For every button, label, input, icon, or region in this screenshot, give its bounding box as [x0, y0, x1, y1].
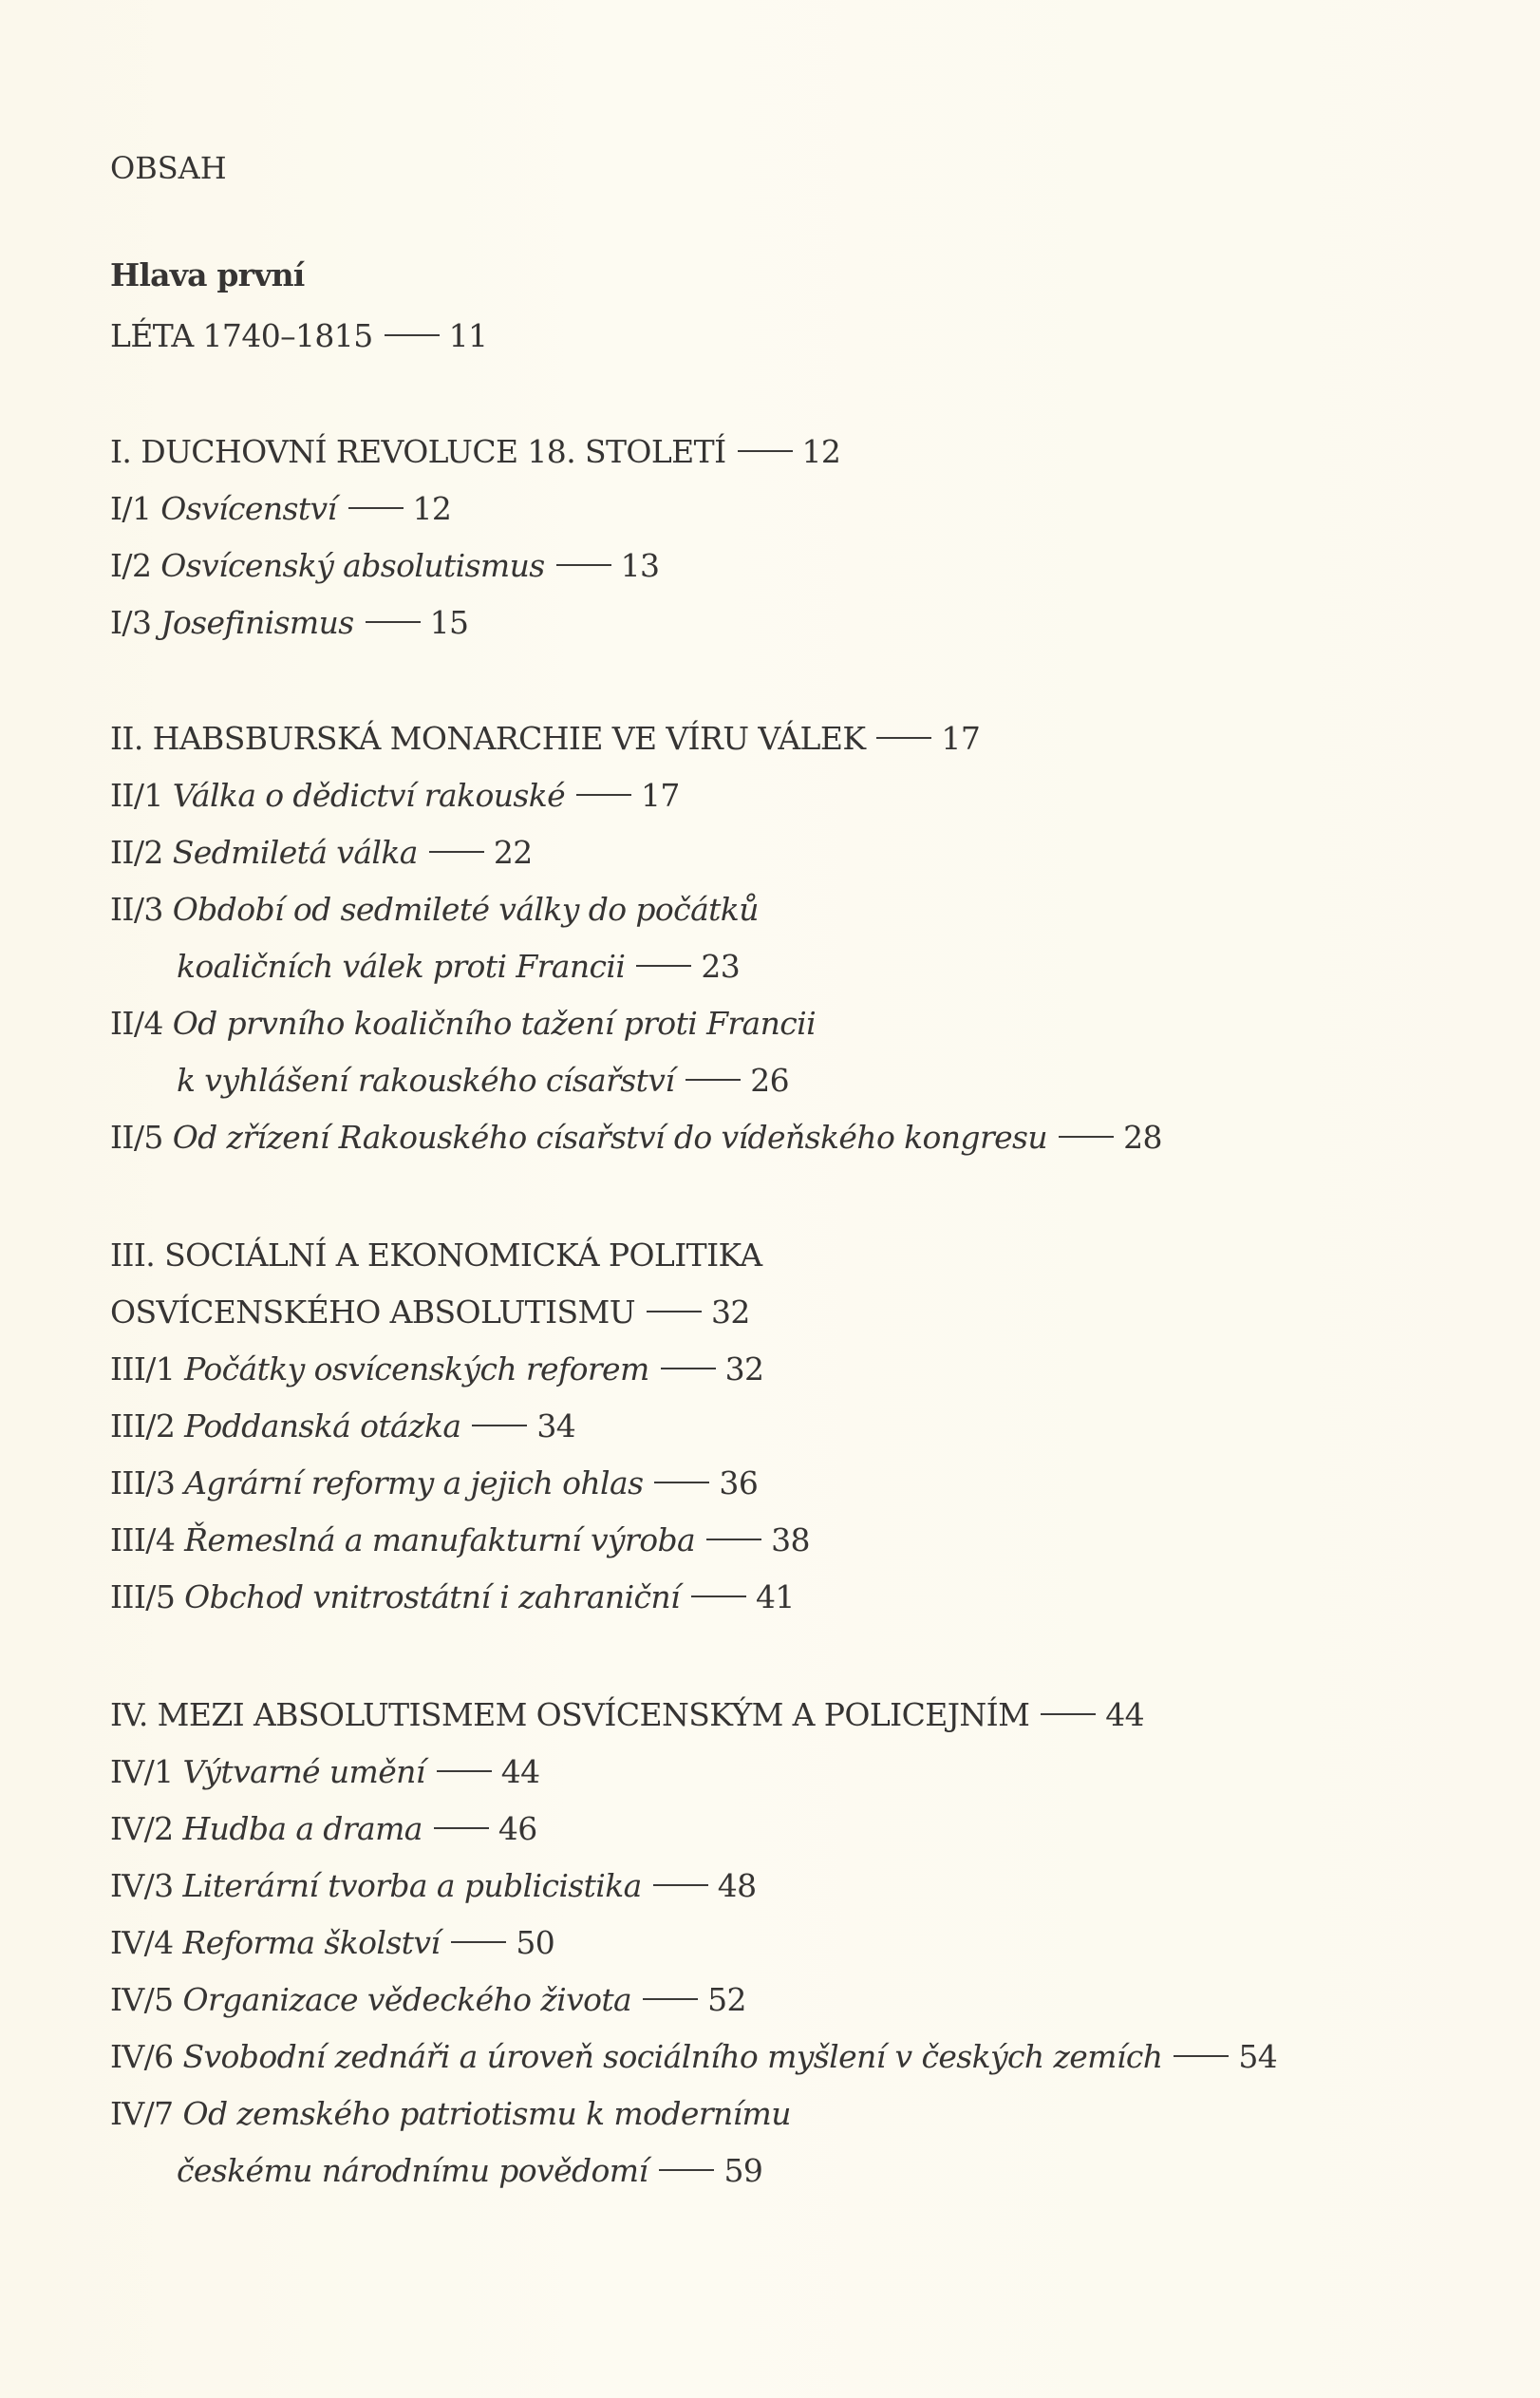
- leader-dash: [636, 965, 691, 967]
- leader-dash: [659, 2169, 714, 2171]
- section-number: IV/2: [110, 1810, 174, 1847]
- toc-entry[interactable]: [110, 834, 533, 872]
- section-number: I/3: [110, 604, 152, 641]
- section-title: Od zřízení Rakouského císařství do vídeňského kongresu: [172, 1119, 1048, 1156]
- page-number: 50: [516, 1924, 555, 1961]
- leader-dash: [643, 1998, 698, 2000]
- toc-entry[interactable]: [110, 1753, 540, 1791]
- leader-dash: [472, 1425, 527, 1426]
- leader-dash: [738, 450, 793, 452]
- leader-dash: [661, 1368, 716, 1369]
- leader-dash: [556, 564, 611, 566]
- section-title: Hudba a drama: [182, 1810, 423, 1847]
- page-number: 12: [801, 433, 841, 470]
- section-number: II/2: [110, 834, 163, 871]
- toc-entry-continuation[interactable]: [110, 2152, 762, 2190]
- part-title: LÉTA 1740–1815: [110, 317, 373, 354]
- section-title: Josefinismus: [160, 604, 354, 641]
- toc-entry[interactable]: [110, 604, 468, 642]
- section-number: II/4: [110, 1005, 163, 1042]
- toc-entry[interactable]: [110, 1867, 757, 1905]
- chapter-title: IV. MEZI ABSOLUTISMEM OSVÍCENSKÝM A POLICEJNÍM: [110, 1696, 1030, 1733]
- section-number: IV/6: [110, 2038, 174, 2075]
- section-number: III/1: [110, 1350, 176, 1388]
- leader-dash: [1174, 2055, 1229, 2057]
- section-title: Reforma školství: [182, 1924, 441, 1961]
- section-title: Výtvarné umění: [182, 1753, 425, 1790]
- section-number: IV/3: [110, 1867, 174, 1904]
- section-title: Obchod vnitrostátní i zahraniční: [184, 1578, 681, 1615]
- section-number: IV/7: [110, 2095, 174, 2132]
- page-number: 52: [707, 1981, 746, 2018]
- contents-title: OBSAH: [110, 150, 227, 186]
- leader-dash: [366, 621, 421, 623]
- toc-entry[interactable]: [110, 1464, 758, 1502]
- leader-dash: [385, 334, 440, 336]
- page-number: 13: [620, 547, 660, 584]
- section-title-continuation: koaličních válek proti Francii: [177, 948, 626, 985]
- leader-dash: [706, 1539, 761, 1540]
- leader-dash: [429, 851, 484, 853]
- leader-dash: [451, 1941, 506, 1943]
- page-number: 23: [701, 948, 741, 985]
- section-title: Poddanská otázka: [184, 1407, 461, 1444]
- toc-entry[interactable]: [110, 1578, 795, 1616]
- page-number: 17: [941, 720, 981, 757]
- leader-dash: [434, 1827, 489, 1829]
- section-title-continuation: českému národnímu povědomí: [177, 2152, 648, 2189]
- chapter-heading[interactable]: [110, 1237, 761, 1275]
- section-number: II/5: [110, 1119, 163, 1156]
- toc-entry[interactable]: [110, 1981, 746, 2019]
- toc-entry[interactable]: [110, 777, 680, 815]
- section-title: Řemeslná a manufakturní výroba: [184, 1521, 696, 1558]
- part-title-entry[interactable]: [110, 317, 487, 355]
- toc-entry[interactable]: [110, 1521, 810, 1559]
- page-number: 26: [750, 1062, 790, 1099]
- toc-entry[interactable]: [110, 1119, 1162, 1157]
- leader-dash: [1059, 1136, 1114, 1138]
- section-title-continuation: k vyhlášení rakouského císařství: [177, 1062, 675, 1099]
- section-title: Od prvního koaličního tažení proti Francii: [172, 1005, 817, 1042]
- toc-entry[interactable]: [110, 490, 451, 528]
- page-number: 36: [719, 1464, 759, 1501]
- section-number: II/3: [110, 891, 163, 928]
- section-title: Počátky osvícenských reforem: [184, 1350, 649, 1388]
- section-number: I/1: [110, 490, 152, 527]
- toc-entry[interactable]: [110, 1810, 537, 1848]
- toc-entry[interactable]: [110, 547, 659, 585]
- leader-dash: [576, 794, 631, 796]
- section-number: I/2: [110, 547, 152, 584]
- page-number: 38: [771, 1521, 810, 1558]
- section-title: Organizace vědeckého života: [182, 1981, 632, 2018]
- section-title: Období od sedmileté války do počátků: [172, 891, 759, 928]
- toc-entry[interactable]: [110, 1924, 554, 1962]
- toc-entry[interactable]: [110, 1407, 575, 1445]
- toc-entry[interactable]: [110, 891, 759, 929]
- page-number: 32: [710, 1293, 750, 1331]
- page-number: 54: [1238, 2038, 1278, 2075]
- section-number: III/2: [110, 1407, 176, 1444]
- section-title: Svobodní zednáři a úroveň sociálního myšlení v českých zemích: [182, 2038, 1163, 2075]
- chapter-heading[interactable]: [110, 720, 980, 758]
- section-number: III/5: [110, 1578, 176, 1615]
- page-number: 44: [1105, 1696, 1145, 1733]
- page-number: 48: [717, 1867, 757, 1904]
- leader-dash: [647, 1311, 702, 1312]
- leader-dash: [1041, 1713, 1096, 1715]
- page-number: 34: [536, 1407, 576, 1444]
- chapter-title: I. DUCHOVNÍ REVOLUCE 18. STOLETÍ: [110, 433, 726, 470]
- page-number: 17: [641, 777, 680, 814]
- section-number: IV/4: [110, 1924, 174, 1961]
- toc-entry[interactable]: [110, 2095, 791, 2133]
- chapter-title: III. SOCIÁLNÍ A EKONOMICKÁ POLITIKA: [110, 1237, 762, 1274]
- section-title: Válka o dědictví rakouské: [172, 777, 566, 814]
- section-number: II/1: [110, 777, 163, 814]
- part-label: Hlava první: [110, 256, 305, 293]
- section-number: III/3: [110, 1464, 176, 1501]
- page-number: 28: [1123, 1119, 1162, 1156]
- page-number: 15: [429, 604, 469, 641]
- chapter-title: II. HABSBURSKÁ MONARCHIE VE VÍRU VÁLEK: [110, 720, 866, 757]
- leader-dash: [654, 1482, 709, 1483]
- toc-entry[interactable]: [110, 1350, 763, 1388]
- page-number: 41: [756, 1578, 795, 1615]
- page-number: 59: [723, 2152, 763, 2189]
- section-number: III/4: [110, 1521, 176, 1558]
- page-number: 46: [498, 1810, 537, 1847]
- leader-dash: [876, 737, 931, 739]
- section-number: IV/5: [110, 1981, 174, 2018]
- section-title: Osvícenský absolutismus: [160, 547, 545, 584]
- section-title: Sedmiletá válka: [172, 834, 418, 871]
- page-number: 12: [412, 490, 452, 527]
- page-number: 32: [724, 1350, 764, 1388]
- section-title: Od zemského patriotismu k modernímu: [182, 2095, 791, 2132]
- section-title: Osvícenství: [160, 490, 337, 527]
- leader-dash: [685, 1079, 741, 1081]
- leader-dash: [437, 1770, 492, 1772]
- toc-entry-continuation[interactable]: [110, 948, 740, 986]
- section-title: Literární tvorba a publicistika: [182, 1867, 642, 1904]
- toc-entry[interactable]: [110, 1005, 816, 1043]
- toc-entry[interactable]: [110, 2038, 1277, 2076]
- leader-dash: [348, 507, 404, 509]
- toc-entry-continuation[interactable]: [110, 1062, 789, 1100]
- page-number: 11: [448, 317, 488, 354]
- leader-dash: [691, 1596, 746, 1597]
- leader-dash: [653, 1884, 708, 1886]
- chapter-heading-continuation[interactable]: [110, 1293, 750, 1331]
- chapter-title-continuation: OSVÍCENSKÉHO ABSOLUTISMU: [110, 1293, 635, 1331]
- page-number: 44: [500, 1753, 540, 1790]
- section-number: IV/1: [110, 1753, 174, 1790]
- chapter-heading[interactable]: [110, 433, 840, 471]
- section-title: Agrární reformy a jejich ohlas: [184, 1464, 644, 1501]
- chapter-heading[interactable]: [110, 1696, 1144, 1734]
- page-number: 22: [493, 834, 533, 871]
